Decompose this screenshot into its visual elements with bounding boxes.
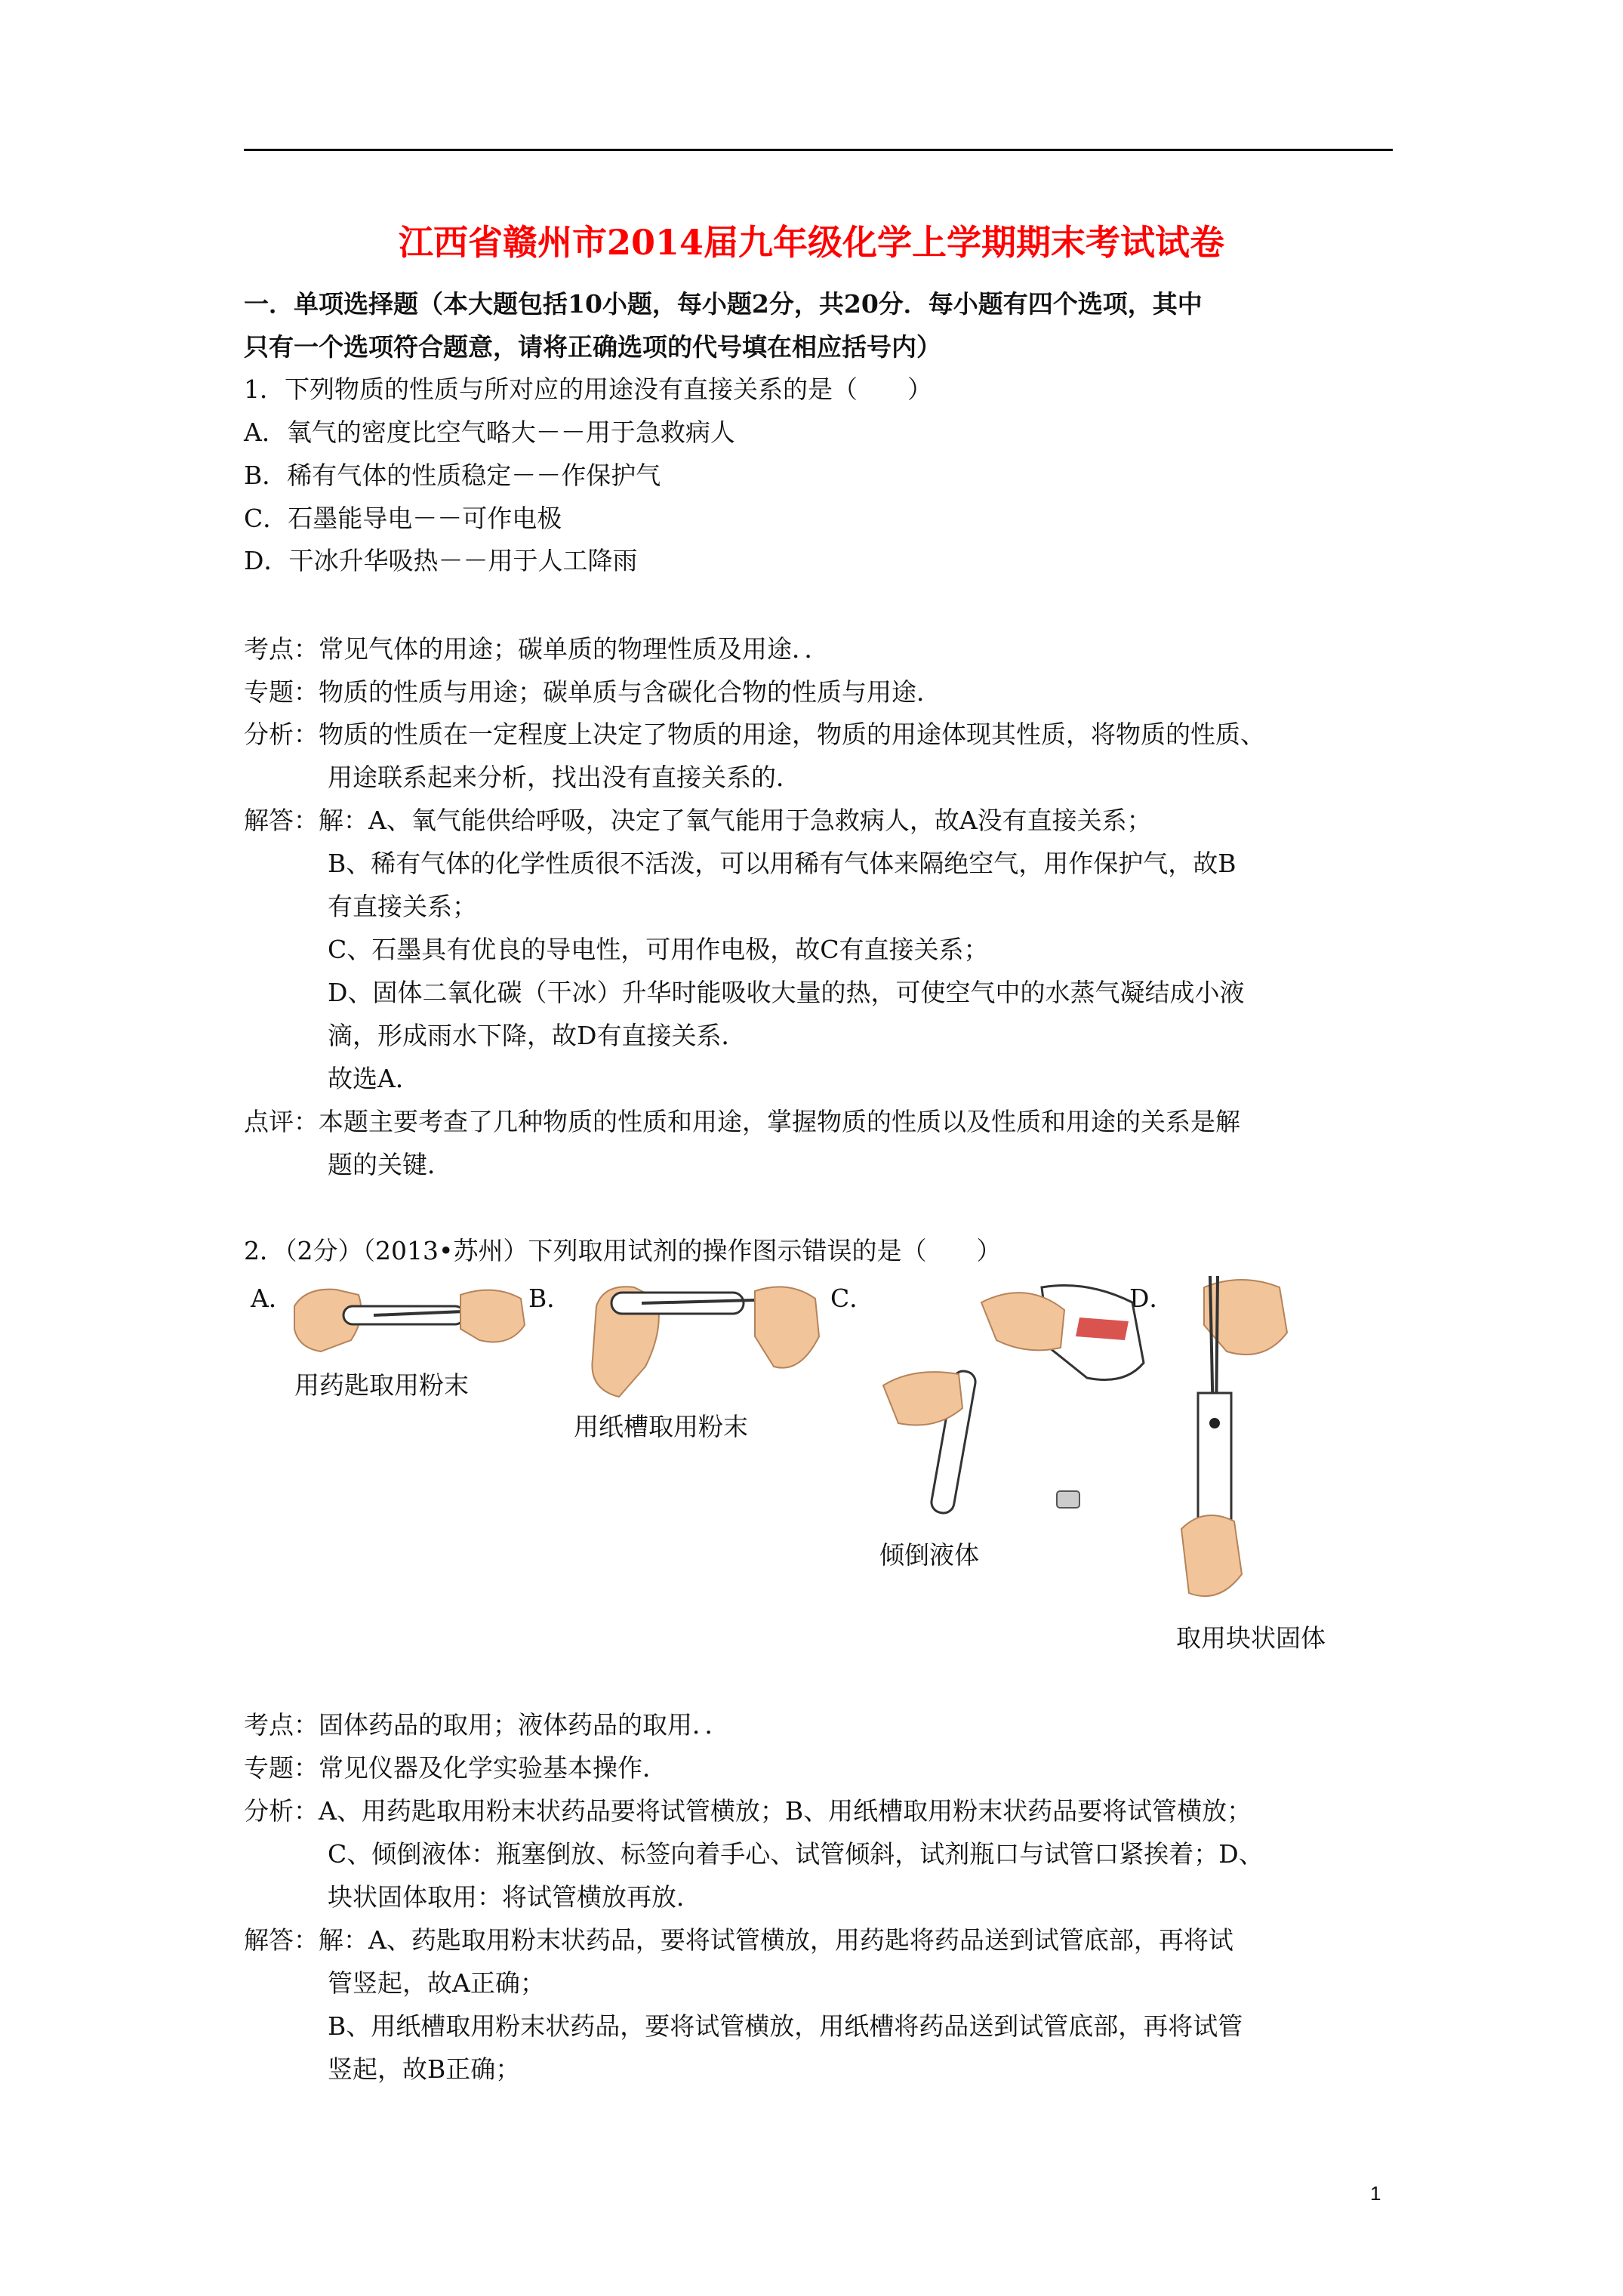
q2-option-d-label: D．: [1129, 1284, 1175, 1313]
q2-fenxi-line-2: C、倾倒液体：瓶塞倒放、标签向着手心、试管倾斜，试剂瓶口与试管口紧挨着；D、: [328, 1839, 1264, 1869]
q1-jieda-line-7: 故选A．: [328, 1064, 420, 1093]
q1-jieda-line-3: 有直接关系；: [328, 892, 477, 921]
figure-c-caption: 倾倒液体: [879, 1540, 979, 1570]
q1-option-a: A．氧气的密度比空气略大－－用于急救病人: [244, 418, 735, 447]
q1-dianping-line-2: 题的关键．: [328, 1150, 452, 1179]
figure-d-caption: 取用块状固体: [1176, 1623, 1326, 1653]
q1-kaodian: 考点：常见气体的用途；碳单质的物理性质及用途．．: [244, 634, 830, 664]
q2-option-b-label: B．: [528, 1284, 572, 1313]
q1-option-c: C．石墨能导电－－可作电极: [244, 504, 562, 533]
q1-zhuanti: 专题：物质的性质与用途；碳单质与含碳化合物的性质与用途．: [244, 677, 941, 707]
header-rule: [244, 149, 1393, 151]
figure-b-caption: 用纸槽取用粉末: [574, 1412, 748, 1441]
figure-d-tweezers-solid: [1174, 1272, 1291, 1612]
q2-jieda-line-4: 竖起，故B正确；: [328, 2054, 521, 2084]
section-heading-line-2: 只有一个选项符合题意，请将正确选项的代号填在相应括号内）: [244, 332, 941, 362]
figure-c-pouring-liquid: [876, 1280, 1147, 1529]
q1-option-d: D．干冰升华吸热－－用于人工降雨: [244, 546, 638, 575]
figure-a-spatula-powder: [291, 1276, 528, 1363]
q1-jieda-line-2: B、稀有气体的化学性质很不活泼，可以用稀有气体来隔绝空气，用作保护气，故B: [328, 849, 1236, 878]
q2-jieda-line-1: 解答：解：A、药匙取用粉末状药品，要将试管横放，用药匙将药品送到试管底部，再将试: [244, 1925, 1233, 1955]
figure-b-paper-trough: [574, 1276, 823, 1404]
q2-zhuanti: 专题：常见仪器及化学实验基本操作．: [244, 1753, 667, 1783]
q2-jieda-line-3: B、用纸槽取用粉末状药品，要将试管横放，用纸槽将药品送到试管底部，再将试管: [328, 2011, 1243, 2041]
q1-jieda-line-4: C、石墨具有优良的导电性，可用作电极，故C有直接关系；: [328, 935, 989, 964]
section-heading-line-1: 一．单项选择题（本大题包括10小题，每小题2分，共20分．每小题有四个选项，其中: [244, 289, 1203, 319]
q1-jieda-line-5: D、固体二氧化碳（干冰）升华时能吸收大量的热，可使空气中的水蒸气凝结成小液: [328, 978, 1245, 1007]
q2-option-a-label: A．: [251, 1284, 294, 1313]
q1-jieda-line-1: 解答：解：A、氧气能供给呼吸，决定了氧气能用于急救病人，故A没有直接关系；: [244, 806, 1152, 835]
q1-fenxi-line-2: 用途联系起来分析，找出没有直接关系的．: [328, 763, 801, 792]
page-number: 1: [1370, 2182, 1381, 2205]
q2-fenxi-line-1: 分析：A、用药匙取用粉末状药品要将试管横放；B、用纸槽取用粉末状药品要将试管横放；: [244, 1796, 1252, 1826]
q2-jieda-line-2: 管竖起，故A正确；: [328, 1968, 545, 1998]
figure-a-caption: 用药匙取用粉末: [294, 1370, 469, 1400]
q2-stem: 2．（2分）（2013•苏州）下列取用试剂的操作图示错误的是（ ）: [244, 1236, 1002, 1265]
q2-kaodian: 考点：固体药品的取用；液体药品的取用．．: [244, 1710, 730, 1740]
q2-option-c-label: C．: [830, 1284, 875, 1313]
q1-jieda-line-6: 滴，形成雨水下降，故D有直接关系．: [328, 1021, 747, 1050]
q1-option-b: B．稀有气体的性质稳定－－作保护气: [244, 461, 661, 490]
q1-fenxi-line-1: 分析：物质的性质在一定程度上决定了物质的用途，物质的用途体现其性质，将物质的性质、: [244, 720, 1265, 749]
q1-dianping-line-1: 点评：本题主要考查了几种物质的性质和用途，掌握物质的性质以及性质和用途的关系是解: [244, 1107, 1240, 1136]
q2-fenxi-line-3: 块状固体取用：将试管横放再放．: [328, 1882, 701, 1912]
page-title: 江西省赣州市2014届九年级化学上学期期末考试试卷: [398, 222, 1225, 263]
q1-stem: 1．下列物质的性质与所对应的用途没有直接关系的是（ ）: [244, 374, 932, 404]
